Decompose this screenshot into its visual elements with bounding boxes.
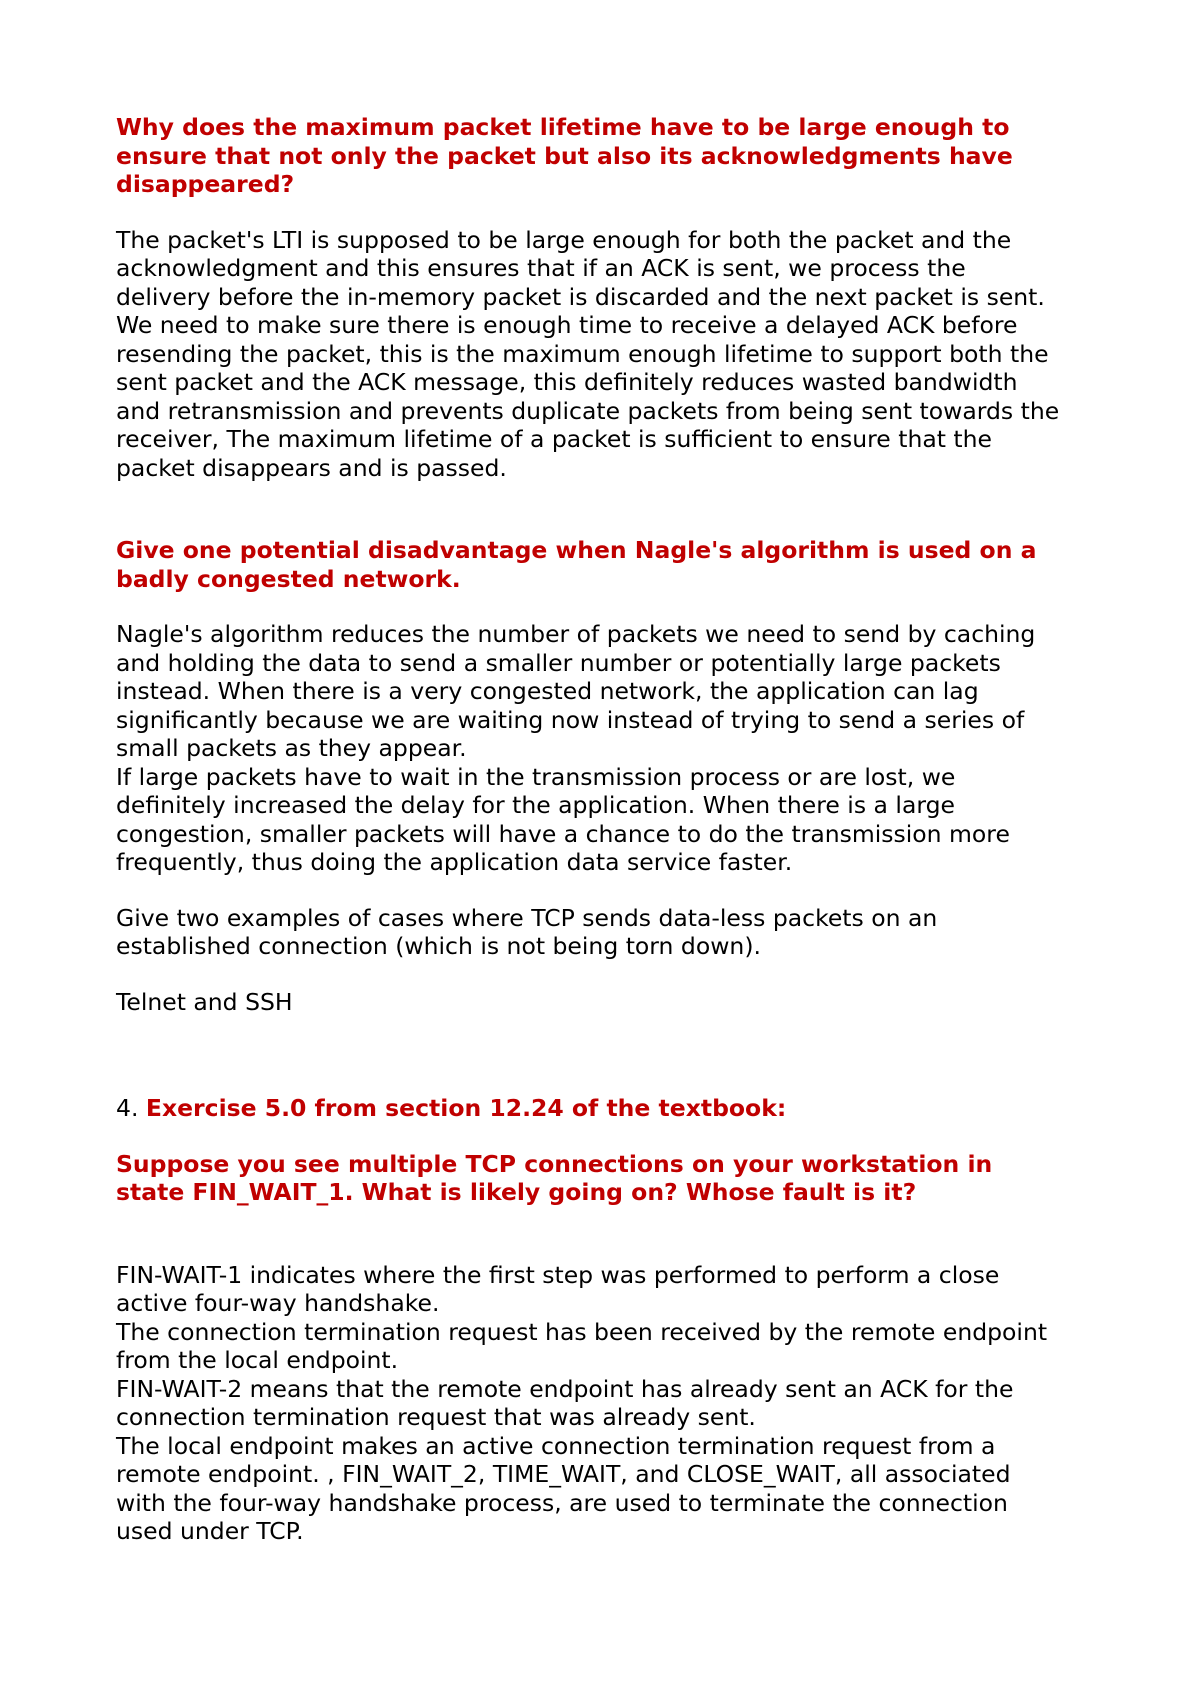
answer-line: sent packet and the ACK message, this definitely reduces wasted bandwidth xyxy=(116,368,1018,396)
answer-line: We need to make sure there is enough time to receive a delayed ACK before xyxy=(116,311,1018,339)
answer-line: frequently, thus doing the application data service faster. xyxy=(116,848,793,876)
answer-line: FIN-WAIT-1 indicates where the first step was performed to perform a close xyxy=(116,1260,1000,1289)
answer-nagle-disadvantage xyxy=(116,620,1106,877)
document-page xyxy=(116,113,1106,1546)
answer-line: small packets as they appear. xyxy=(116,734,467,762)
answer-line: with the four-way handshake process, are used to terminate the connection xyxy=(116,1488,1008,1517)
question-line: Give two examples of cases where TCP sends data-less packets on an xyxy=(116,903,938,932)
answer-line: and holding the data to send a smaller number or potentially large packets xyxy=(116,648,1001,677)
answer-line: Telnet and SSH xyxy=(116,987,293,1016)
answer-line: FIN-WAIT-2 means that the remote endpoint has already sent an ACK for the xyxy=(116,1374,1014,1403)
answer-line: Nagle's algorithm reduces the number of packets we need to send by caching xyxy=(116,620,1036,648)
question-line: disappeared? xyxy=(116,170,295,198)
answer-line: definitely increased the delay for the application. When there is a large xyxy=(116,791,955,819)
answer-line: If large packets have to wait in the transmission process or are lost, we xyxy=(116,762,956,791)
answer-line: from the local endpoint. xyxy=(116,1346,399,1374)
answer-line: resending the packet, this is the maximum enough lifetime to support both the xyxy=(116,339,1049,368)
answer-line: significantly because we are waiting now instead of trying to send a series of xyxy=(116,705,1025,734)
answer-line: The local endpoint makes an active connection termination request from a xyxy=(116,1431,996,1460)
question-line: Why does the maximum packet lifetime have to be large enough to xyxy=(116,113,1010,141)
answer-line: active four-way handshake. xyxy=(116,1289,440,1317)
question-line: Give one potential disadvantage when Nagle's algorithm is used on a xyxy=(116,536,1037,564)
answer-line: connection termination request that was already sent. xyxy=(116,1403,756,1431)
question-line: state FIN_WAIT_1. What is likely going on? Whose fault is it? xyxy=(116,1178,917,1206)
answer-line: The connection termination request has been received by the remote endpoint xyxy=(116,1317,1048,1346)
question-fin-wait-1 xyxy=(116,1150,1106,1207)
answer-max-packet-lifetime xyxy=(116,226,1106,483)
answer-fin-wait-1 xyxy=(116,1261,1106,1546)
question-max-packet-lifetime xyxy=(116,113,1106,199)
exercise-heading xyxy=(116,1094,1106,1123)
question-line: Suppose you see multiple TCP connections on your workstation in xyxy=(116,1149,993,1178)
exercise-number: 4. xyxy=(116,1094,139,1122)
answer-line: packet disappears and is passed. xyxy=(116,453,507,482)
answer-line: The packet's LTI is supposed to be large enough for both the packet and the xyxy=(116,225,1012,254)
question-dataless-packets xyxy=(116,904,1106,961)
answer-line: delivery before the in-memory packet is discarded and the next packet is sent. xyxy=(116,282,1045,311)
answer-line: and retransmission and prevents duplicate packets from being sent towards the xyxy=(116,396,1060,425)
answer-line: receiver, The maximum lifetime of a packet is sufficient to ensure that the xyxy=(116,425,992,453)
answer-dataless-packets xyxy=(116,988,1106,1017)
question-line: ensure that not only the packet but also its acknowledgments have xyxy=(116,141,1013,170)
answer-line: used under TCP. xyxy=(116,1517,304,1545)
answer-line: congestion, smaller packets will have a chance to do the transmission more xyxy=(116,819,1010,848)
exercise-title: Exercise 5.0 from section 12.24 of the textbook: xyxy=(145,1094,787,1122)
answer-line: acknowledgment and this ensures that if an ACK is sent, we process the xyxy=(116,254,966,282)
answer-line: instead. When there is a very congested network, the application can lag xyxy=(116,677,979,705)
answer-line: remote endpoint. , FIN_WAIT_2, TIME_WAIT, and CLOSE_WAIT, all associated xyxy=(116,1460,1011,1488)
question-line: established connection (which is not being torn down). xyxy=(116,932,761,960)
question-nagle-disadvantage xyxy=(116,536,1106,593)
question-line: badly congested network. xyxy=(116,564,461,593)
